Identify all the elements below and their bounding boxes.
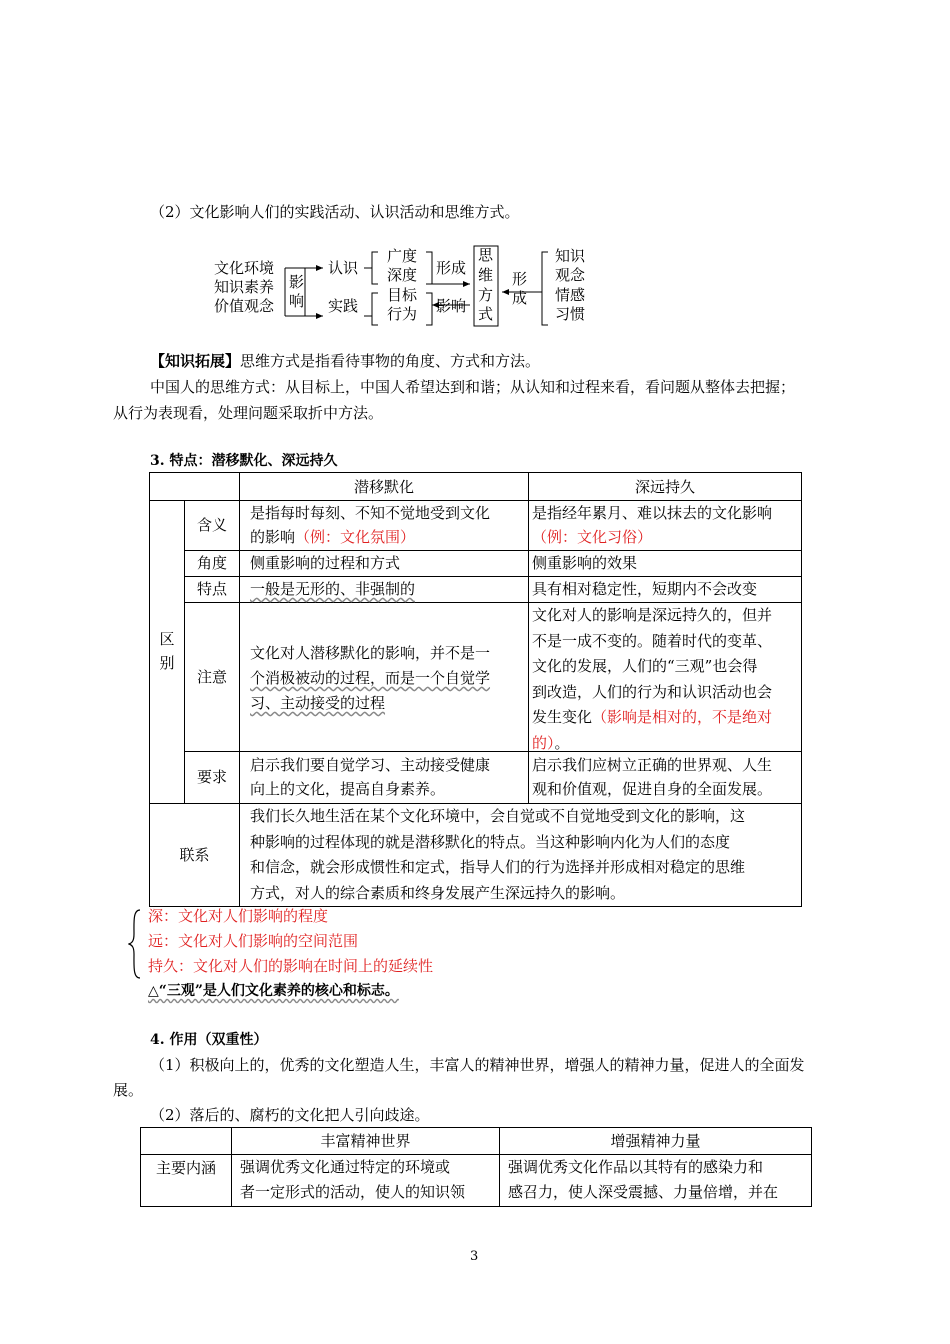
diagram-right-item: 习惯 <box>555 305 586 323</box>
col-header-1: 潜移默化 <box>353 478 414 496</box>
diagram-left-item: 知识素养 <box>214 278 275 296</box>
cell-text: 强调优秀文化通过特定的环境或 者一定形式的活动，使人的知识领 <box>240 1158 466 1201</box>
cell-text: 一般是无形的、非强制的 <box>250 580 416 598</box>
diagram-form-right: 成 <box>512 289 528 307</box>
col-header-2: 深远持久 <box>634 478 695 496</box>
group-label: 区 别 <box>159 630 175 672</box>
feature-table <box>149 472 802 907</box>
cell-text: 启示我们要自觉学习、主动接受健康 向上的文化，提高自身素养。 <box>250 756 491 798</box>
diagram-box-char: 思 <box>478 246 494 264</box>
intro-line: （2）文化影响人们的实践活动、认识活动和思维方式。 <box>150 203 520 221</box>
expand-tag: 【知识拓展】 <box>150 352 241 370</box>
diagram-lines <box>0 0 950 340</box>
brace-icon <box>128 908 142 980</box>
diagram-mid-item: 目标 <box>387 286 418 304</box>
note-line: 远：文化对人们影响的空间范围 <box>148 932 359 950</box>
row-label: 特点 <box>196 580 227 598</box>
diagram-right-item: 情感 <box>555 286 586 304</box>
diagram-affect-label: 影响 <box>436 297 467 315</box>
diagram-form-right: 形 <box>512 270 528 288</box>
diagram-mid-item: 广度 <box>387 247 418 265</box>
diagram-right-item: 知识 <box>555 247 586 265</box>
row-label: 角度 <box>196 554 227 572</box>
cell-text: 强调优秀文化作品以其特有的感染力和 感召力，使人深受震撼、力量倍增，并在 <box>508 1158 779 1201</box>
note-line: 持久：文化对人们的影响在时间上的延续性 <box>148 957 434 975</box>
col-header-2: 增强精神力量 <box>610 1132 701 1150</box>
row-label: 含义 <box>196 516 227 534</box>
diagram-left-item: 价值观念 <box>214 297 275 315</box>
diagram-box-char: 维 <box>478 266 494 284</box>
diagram-mid-item: 深度 <box>387 266 418 284</box>
cell-text: 文化对人潜移默化的影响，并不是一 个消极被动的过程，而是一个自觉学 习、主动接受的过程 <box>250 644 491 712</box>
cell-text: 具有相对稳定性，短期内不会改变 <box>532 580 758 598</box>
role-table <box>140 1127 812 1207</box>
key-note: △“三观”是人们文化素养的核心和标志。 <box>148 983 399 999</box>
section4-para: 展。 <box>113 1081 144 1099</box>
cell-text: 是指经年累月、难以抹去的文化影响 （例：文化习俗） <box>532 504 773 546</box>
link-label: 联系 <box>179 846 210 864</box>
row-label: 要求 <box>196 768 227 786</box>
section4-para: （2）落后的、腐朽的文化把人引向歧途。 <box>150 1106 430 1124</box>
expand-para-line: 从行为表现看，处理问题采取折中方法。 <box>113 404 384 422</box>
diagram-mid-item: 行为 <box>387 305 418 323</box>
row-label: 注意 <box>196 668 227 686</box>
cell-text: 启示我们应树立正确的世界观、人生 观和价值观，促进自身的全面发展。 <box>532 756 773 798</box>
diagram-influence-label: 影 <box>289 273 305 291</box>
expand-line <box>150 348 540 374</box>
diagram-node-practice: 实践 <box>328 297 359 315</box>
cell-text: 侧重影响的效果 <box>532 554 638 572</box>
col-header-1: 丰富精神世界 <box>320 1132 411 1150</box>
diagram-left-item: 文化环境 <box>214 259 275 277</box>
expand-para-line: 中国人的思维方式：从目标上，中国人希望达到和谐；从认知和过程来看，看问题从整体去把握； <box>150 378 796 396</box>
section4-para: （1）积极向上的，优秀的文化塑造人生，丰富人的精神世界，增强人的精神力量，促进人的全面发 <box>150 1056 805 1074</box>
link-text: 我们长久地生活在某个文化环境中，会自觉或不自觉地受到文化的影响，这 种影响的过程体现的就是潜移默化的特点。当这种影响内化为人们的态度 和信念，就会形成惯性和定式，指导人们的行为选择并形成相对稳定的思维 方式，对人的综合素质和终身发展产生深远持久的影响。 <box>250 807 746 902</box>
section4-heading: 4. 作用（双重性） <box>150 1032 268 1048</box>
diagram-right-item: 观念 <box>555 266 586 284</box>
cell-text: 文化对人的影响是深远持久的，但并 不是一成不变的。随着时代的变革、 文化的发展，人们的“三观”也会得 到改造，人们的行为和认识活动也会 发生变化（影响是相对的，不是绝对 的）。 <box>532 606 773 752</box>
cell-text: 侧重影响的过程和方式 <box>250 554 401 572</box>
diagram-node-cognition: 认识 <box>328 259 359 277</box>
diagram-box-char: 方 <box>478 286 494 304</box>
section3-heading: 3. 特点：潜移默化、深远持久 <box>150 453 338 469</box>
row-label: 主要内涵 <box>155 1159 216 1177</box>
diagram-form-label: 形成 <box>436 259 467 277</box>
note-line: 深：文化对人们影响的程度 <box>148 907 329 925</box>
diagram-influence-label: 响 <box>289 292 305 310</box>
expand-text: 思维方式是指看待事物的角度、方式和方法。 <box>240 352 541 370</box>
page-number: 3 <box>470 1249 479 1264</box>
diagram-box-char: 式 <box>478 305 494 323</box>
cell-text: 是指每时每刻、不知不觉地受到文化 的影响（例：文化氛围） <box>250 504 491 546</box>
